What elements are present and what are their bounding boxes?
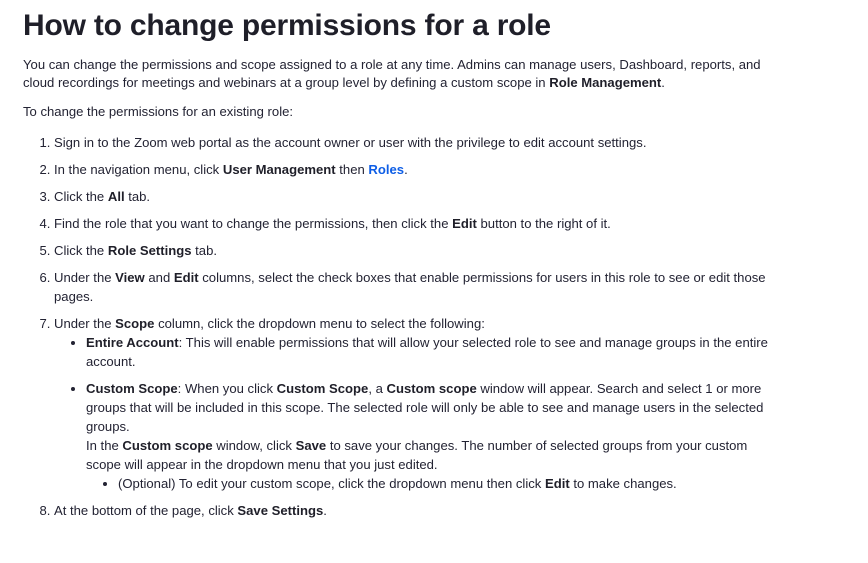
step-8-bold-save-settings: Save Settings: [237, 502, 324, 518]
custom-scope-bold-3: Custom scope: [386, 380, 477, 396]
step-7: [54, 314, 783, 493]
optional-text: (Optional) To edit your custom scope, click the dropdown menu then click: [118, 475, 545, 491]
intro-text: You can change the permissions and scope assigned to a role at any time. Admins can manage users, Dashboard, reports, and cloud recordings for meetings and webinars at a group level by defining a custom scope in: [23, 57, 761, 90]
custom-scope-text-2: , a: [368, 380, 387, 396]
custom-scope-bold-save: Save: [295, 437, 327, 453]
optional-bold-edit: Edit: [544, 475, 570, 491]
scope-options-list: [54, 333, 783, 493]
step-1-text: Sign in to the Zoom web portal as the account owner or user with the privilege to edit account settings.: [54, 134, 647, 150]
optional-item: [118, 474, 783, 493]
step-3-text: Click the: [54, 188, 108, 204]
step-2-text-then: then: [335, 161, 369, 177]
custom-scope-bold-4: Custom scope: [122, 437, 213, 453]
custom-scope-text: : When you click: [177, 380, 277, 396]
step-4-bold-edit: Edit: [452, 215, 477, 231]
step-5-text-end: tab.: [191, 242, 218, 258]
step-2-text: In the navigation menu, click: [54, 161, 223, 177]
step-6-text-and: and: [144, 269, 174, 285]
roles-link[interactable]: Roles: [368, 161, 405, 177]
entire-account-text: : This will enable permissions that will allow your selected role to see and manage groups in the entire account.: [86, 334, 768, 369]
step-6: [54, 268, 783, 306]
entire-account-bold: Entire Account: [86, 334, 179, 350]
entire-account-item: [86, 333, 783, 371]
step-8-text: At the bottom of the page, click: [54, 502, 238, 518]
intro-paragraph: [23, 56, 783, 91]
step-6-bold-view: View: [115, 269, 145, 285]
step-3-text-end: tab.: [124, 188, 151, 204]
custom-scope-text-6: to save your changes. The number of selected groups from your custom scope will appear in the dropdown menu that you just edited.: [86, 437, 748, 472]
step-6-bold-edit: Edit: [173, 269, 199, 285]
article: [0, 8, 783, 520]
custom-scope-bold-2: Custom Scope: [276, 380, 369, 396]
step-4-text: Find the role that you want to change the permissions, then click the: [54, 215, 453, 231]
page-title: How to change permissions for a role: [23, 9, 551, 42]
step-4-text-end: button to the right of it.: [476, 215, 611, 231]
step-1: [54, 133, 783, 152]
optional-text-end: to make changes.: [569, 475, 677, 491]
step-2-bold-user-management: User Management: [222, 161, 336, 177]
custom-scope-text-3: window will appear. Search and select 1 or more groups that will be included in this scope. The selected role will only be able to see and manage users in the selected groups.: [86, 380, 764, 434]
step-5-bold-role-settings: Role Settings: [107, 242, 192, 258]
custom-scope-bold: Custom Scope: [86, 380, 178, 396]
step-7-text: Under the: [54, 315, 116, 331]
step-3: [54, 187, 783, 206]
step-8-text-end: .: [323, 502, 327, 518]
custom-scope-text-5: window, click: [212, 437, 296, 453]
step-4: [54, 214, 783, 233]
step-6-text: Under the: [54, 269, 116, 285]
step-2-text-end: .: [404, 161, 408, 177]
step-7-text-end: column, click the dropdown menu to select the following:: [154, 315, 485, 331]
step-5: [54, 241, 783, 260]
intro-text-end: .: [661, 74, 665, 90]
steps-list: [23, 133, 783, 520]
step-6-text-end: columns, select the check boxes that enable permissions for users in this role to see or edit those pages.: [54, 269, 766, 304]
custom-scope-text-4: In the: [86, 437, 123, 453]
step-5-text: Click the: [54, 242, 108, 258]
step-8: [54, 501, 783, 520]
step-2: [54, 160, 783, 179]
step-7-bold-scope: Scope: [115, 315, 155, 331]
step-3-bold-all: All: [107, 188, 125, 204]
optional-list: [86, 474, 783, 493]
lead-paragraph: To change the permissions for an existing role:: [23, 104, 294, 119]
intro-bold-role-management: Role Management: [549, 74, 662, 90]
custom-scope-item: [86, 379, 783, 493]
